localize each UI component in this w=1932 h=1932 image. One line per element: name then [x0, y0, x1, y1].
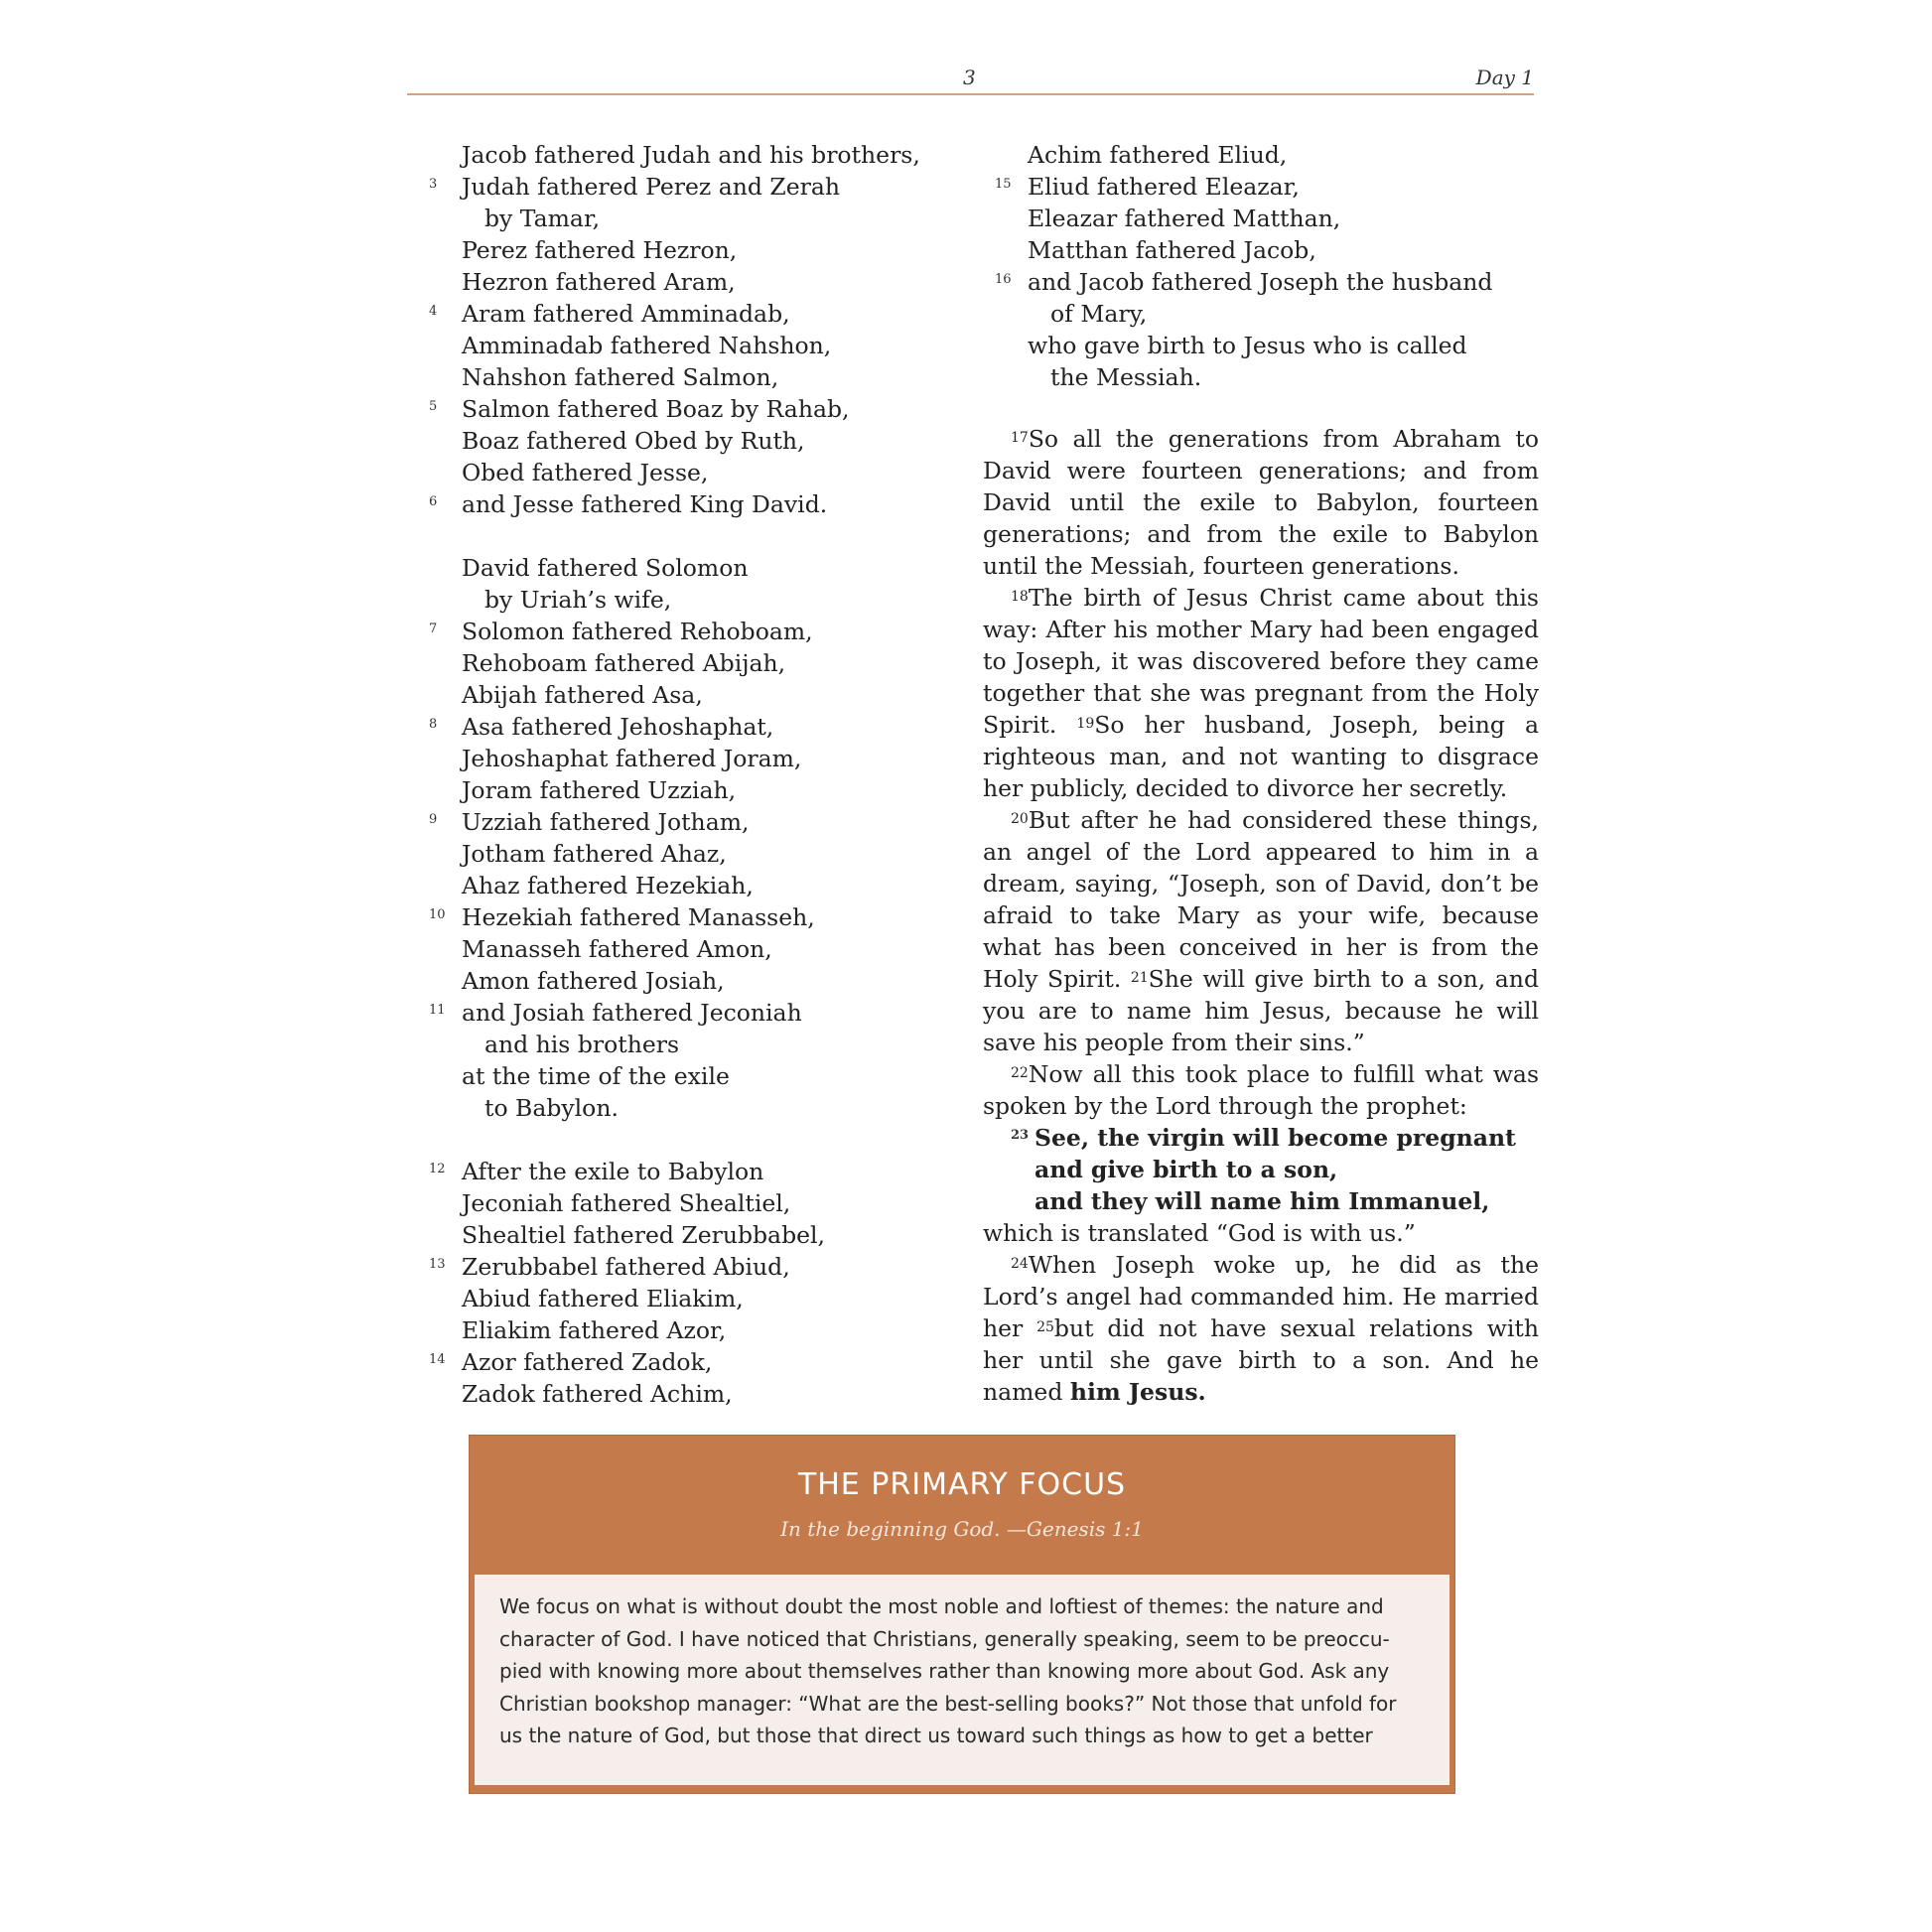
- genealogy-line: [417, 997, 933, 1029]
- line-text: Rehoboam fathered Abijah,: [462, 649, 786, 677]
- verse-number: 7: [429, 621, 438, 636]
- genealogy-line: [417, 806, 933, 838]
- line-text: Manasseh fathered Amon,: [462, 935, 772, 963]
- verse-17: $^{17}$So all the generations from Abraham to David were fourteen generations; and from David until the exile to Babylon, fourteen generations; and from the exile to Babylon until the Messiah, fourteen generations.: [983, 425, 1539, 580]
- genealogy-line: [417, 1219, 933, 1251]
- genealogy-line: [983, 171, 1539, 203]
- genealogy-line: [417, 393, 933, 425]
- genealogy-line: [983, 234, 1539, 266]
- line-text: Eliud fathered Eleazar,: [1028, 173, 1300, 201]
- verse-number: 15: [995, 177, 1012, 192]
- genealogy-line: [417, 457, 933, 488]
- genealogy-line: [417, 266, 933, 298]
- genealogy-line: [417, 1346, 933, 1378]
- genealogy-line: [417, 616, 933, 647]
- primary-focus-box: [469, 1435, 1455, 1794]
- line-text: Hezekiah fathered Manasseh,: [462, 903, 815, 931]
- genealogy-line: [417, 584, 933, 616]
- genealogy-line: [417, 933, 933, 965]
- line-text: Zadok fathered Achim,: [462, 1380, 733, 1408]
- line-text: of Mary,: [1050, 300, 1148, 328]
- genealogy-line: [417, 838, 933, 870]
- verse-number: 12: [429, 1162, 446, 1176]
- line-text: by Tamar,: [484, 205, 601, 232]
- line-text: Jotham fathered Ahaz,: [462, 840, 727, 868]
- line-text: who gave birth to Jesus who is called: [1028, 332, 1467, 359]
- line-text: Achim fathered Eliud,: [1028, 141, 1288, 169]
- genealogy-line: [417, 647, 933, 679]
- line-text: Boaz fathered Obed by Ruth,: [462, 427, 805, 455]
- verse-number: 10: [429, 907, 446, 922]
- verse-number: 4: [429, 304, 438, 319]
- line-text: Jacob fathered Judah and his brothers,: [462, 141, 920, 169]
- line-text: Abijah fathered Asa,: [462, 681, 703, 709]
- verse-number: 9: [429, 812, 438, 827]
- line-text: Aram fathered Amminadab,: [462, 300, 790, 328]
- genealogy-line: [417, 1283, 933, 1314]
- genealogy-line: [417, 330, 933, 361]
- genealogy-line: [417, 552, 933, 584]
- genealogy-line: [417, 139, 933, 171]
- quote-line: and give birth to a son,: [1035, 1156, 1338, 1183]
- verse-number: 16: [995, 272, 1012, 287]
- page-number: 3: [963, 66, 976, 89]
- genealogy-line: [417, 1187, 933, 1219]
- right-column: [983, 139, 1539, 1408]
- genealogy-line: [417, 298, 933, 330]
- genealogy-line: [983, 361, 1539, 393]
- line-text: Amon fathered Josiah,: [462, 967, 725, 995]
- verse-22: $^{22}$Now all this took place to fulfill what was spoken by the Lord through the prophet:: [983, 1060, 1539, 1120]
- verse-24-25: $^{24}$When Joseph woke up, he did as the Lord’s angel had commanded him. He married her $^{25}$but did not have sexual relations with her until she gave birth to a son. And he named him Jesus.: [983, 1251, 1539, 1406]
- genealogy-line: [417, 1156, 933, 1187]
- genealogy-line: [417, 711, 933, 743]
- left-column-genealogy: [417, 139, 933, 1410]
- focus-body-line: us the nature of God, but those that direct us toward such things as how to get a better: [499, 1724, 1373, 1748]
- verse-number: 5: [429, 399, 438, 414]
- translation-line: which is translated “God is with us.”: [983, 1219, 1416, 1247]
- genealogy-line: [417, 425, 933, 457]
- focus-header: [470, 1436, 1454, 1575]
- line-text: Salmon fathered Boaz by Rahab,: [462, 395, 850, 423]
- focus-body-line: character of God. I have noticed that Christians, generally speaking, seem to be preoccu-: [499, 1626, 1390, 1651]
- line-text: by Uriah’s wife,: [484, 586, 672, 614]
- focus-title: THE PRIMARY FOCUS: [797, 1467, 1127, 1502]
- line-text: Abiud fathered Eliakim,: [462, 1285, 744, 1312]
- line-text: and Jacob fathered Joseph the husband: [1028, 268, 1493, 296]
- verse-number: 13: [429, 1257, 446, 1272]
- genealogy-line: [983, 139, 1539, 171]
- right-column-genealogy: [983, 139, 1539, 393]
- verse-23-quote: 23 See, the virgin will become pregnant and give birth to a son, and they will name him Immanuel,: [1011, 1124, 1516, 1215]
- line-text: After the exile to Babylon: [462, 1158, 764, 1185]
- line-text: Eleazar fathered Matthan,: [1028, 205, 1341, 232]
- genealogy-line: [983, 203, 1539, 234]
- verse-number: 3: [429, 177, 438, 192]
- verse-20-21: $^{20}$But after he had considered these things, an angel of the Lord appeared to him in a dream, saying, “Joseph, son of David, don’t be afraid to take Mary as your wife, because what has been conceived in her is from the Holy Spirit. $^{21}$She will give birth to a son, and you are to name him Jesus, because he will save his people from their sins.”: [983, 806, 1539, 1056]
- verse-number: 8: [429, 717, 438, 732]
- line-text: Eliakim fathered Azor,: [462, 1316, 727, 1344]
- line-text: at the time of the exile: [462, 1062, 730, 1090]
- line-text: Perez fathered Hezron,: [462, 236, 738, 264]
- line-text: Hezron fathered Aram,: [462, 268, 736, 296]
- genealogy-line: [417, 1029, 933, 1060]
- line-text: Judah fathered Perez and Zerah: [462, 173, 840, 201]
- genealogy-line: [983, 330, 1539, 361]
- line-text: Zerubbabel fathered Abiud,: [462, 1253, 790, 1281]
- line-text: Shealtiel fathered Zerubbabel,: [462, 1221, 826, 1249]
- focus-subtitle: In the beginning God. —Genesis 1:1: [780, 1517, 1144, 1541]
- line-text: and Josiah fathered Jeconiah: [462, 999, 802, 1027]
- genealogy-line: [983, 266, 1539, 298]
- genealogy-line: [983, 298, 1539, 330]
- line-text: Jeconiah fathered Shealtiel,: [462, 1189, 791, 1217]
- line-text: Nahshon fathered Salmon,: [462, 363, 779, 391]
- line-text: and Jesse fathered King David.: [462, 490, 828, 518]
- quote-line: See, the virgin will become pregnant: [1035, 1124, 1516, 1152]
- line-text: Joram fathered Uzziah,: [462, 776, 737, 804]
- line-text: Solomon fathered Rehoboam,: [462, 618, 813, 645]
- genealogy-line: [417, 743, 933, 774]
- genealogy-line: [417, 901, 933, 933]
- verse-number: 11: [429, 1003, 446, 1018]
- genealogy-line: [417, 171, 933, 203]
- genealogy-line: [417, 679, 933, 711]
- focus-body: [475, 1575, 1449, 1785]
- genealogy-line: [417, 1378, 933, 1410]
- genealogy-line: [417, 361, 933, 393]
- line-text: and his brothers: [484, 1031, 680, 1058]
- verse-18-19: $^{18}$The birth of Jesus Christ came about this way: After his mother Mary had been engaged to Joseph, it was discovered before they came together that she was pregnant from the Holy Spirit. $^{19}$So her husband, Joseph, being a righteous man, and not wanting to disgrace her publicly, decided to divorce her secretly.: [983, 584, 1539, 802]
- line-text: Amminadab fathered Nahshon,: [462, 332, 832, 359]
- page-header: [407, 62, 1534, 93]
- verse-number: 6: [429, 494, 438, 509]
- focus-body-line: We focus on what is without doubt the most noble and loftiest of themes: the nature and: [499, 1594, 1384, 1618]
- day-label: Day 1: [1475, 66, 1534, 89]
- genealogy-line: [417, 965, 933, 997]
- line-text: Obed fathered Jesse,: [462, 459, 709, 486]
- scripture-prose: [983, 423, 1539, 1122]
- line-text: Asa fathered Jehoshaphat,: [462, 713, 774, 741]
- genealogy-line: [417, 1060, 933, 1092]
- genealogy-line: [417, 234, 933, 266]
- genealogy-line: [417, 774, 933, 806]
- header-rule: [407, 93, 1534, 95]
- genealogy-line: [417, 1092, 933, 1124]
- verse-number: 14: [429, 1352, 446, 1367]
- line-text: David fathered Solomon: [462, 554, 749, 582]
- focus-body-line: Christian bookshop manager: “What are the best-selling books?” Not those that unfold for: [499, 1691, 1397, 1716]
- genealogy-line: [417, 488, 933, 520]
- genealogy-line: [417, 203, 933, 234]
- line-text: Ahaz fathered Hezekiah,: [462, 872, 754, 899]
- genealogy-line: [417, 1251, 933, 1283]
- genealogy-line: [417, 870, 933, 901]
- genealogy-line: [417, 1314, 933, 1346]
- line-text: the Messiah.: [1050, 363, 1202, 391]
- line-text: Azor fathered Zadok,: [462, 1348, 713, 1376]
- line-text: Matthan fathered Jacob,: [1028, 236, 1316, 264]
- line-text: Uzziah fathered Jotham,: [462, 808, 750, 836]
- focus-body-line: pied with knowing more about themselves rather than knowing more about God. Ask any: [499, 1659, 1390, 1684]
- quote-line: and they will name him Immanuel,: [1035, 1187, 1490, 1215]
- line-text: to Babylon.: [484, 1094, 619, 1122]
- line-text: Jehoshaphat fathered Joram,: [462, 745, 802, 772]
